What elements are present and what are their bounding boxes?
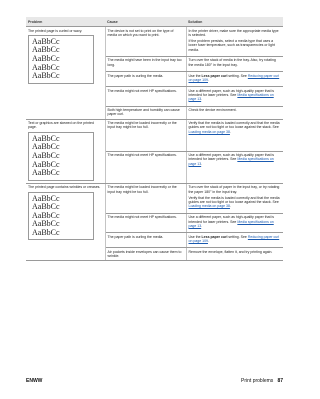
sample-text-line: AaBbCc <box>32 142 60 152</box>
solution-paragraph <box>189 196 282 209</box>
sample-text-line: AaBbCc <box>32 210 60 220</box>
sample-text-line: AaBbCc <box>32 62 60 72</box>
sample-text-line: AaBbCc <box>32 227 60 237</box>
sample-text-line: AaBbCc <box>32 193 60 203</box>
solution-text: Use a different paper, such as high-quality paper that is intended for laser printers. See <box>188 153 275 162</box>
sample-text-line: AaBbCc <box>32 219 60 229</box>
solution-text: Turn over the stack of paper in the input tray, or try rotating the paper 180° in the input tray. <box>188 185 280 194</box>
solution-cell <box>186 233 283 248</box>
solution-cell <box>186 72 283 87</box>
cause-cell: The paper path is curling the media. <box>105 72 186 87</box>
problem-cell <box>26 27 105 120</box>
solution-text: Verify that the media is loaded correctly and that the media guides are not too tight or too loose against the stack. See <box>188 121 280 130</box>
solution-text: If the problem persists, select a media type that uses a lower fuser temperature, such as transparencies or light media. <box>188 39 275 52</box>
solution-cell <box>186 151 283 183</box>
sample-text-line: AaBbCc <box>32 133 60 143</box>
solution-text: setting. See <box>227 234 248 239</box>
cause-cell: Both high temperature and humidity can cause paper curl. <box>105 106 186 119</box>
table-body <box>26 27 283 261</box>
solution-cell <box>186 56 283 71</box>
cause-cell: The media might be loaded incorrectly or the input tray might be too full. <box>105 119 186 151</box>
solution-text: . <box>201 97 203 102</box>
solution-paragraph <box>189 74 282 83</box>
header-problem: Problem <box>26 17 105 27</box>
solution-paragraph <box>189 29 282 38</box>
sample-print-illustration <box>28 192 94 241</box>
solution-cell <box>186 183 283 213</box>
solution-paragraph <box>189 39 282 52</box>
solution-text: . <box>229 129 231 134</box>
solution-text: Verify that the media is loaded correctly and that the media guides are not too tight or too loose against the stack. See <box>188 195 280 205</box>
sample-text-line: AaBbCc <box>32 150 60 160</box>
solution-text: Use a different paper, such as high-quality paper that is intended for laser printers. See <box>188 88 275 97</box>
solution-text: . <box>207 77 209 82</box>
footer-left: ENWW <box>26 378 43 384</box>
solution-text: setting. See <box>227 73 248 78</box>
cross-reference-link[interactable]: Media specifications on page 13 <box>188 157 274 166</box>
cause-cell: The media might be loaded incorrectly or the input tray might be too full. <box>105 183 186 213</box>
table-row <box>26 119 283 151</box>
solution-text: Check the device environment. <box>188 108 237 113</box>
solution-text: . <box>201 223 203 228</box>
cross-reference-link[interactable]: Reducing paper curl on page 109 <box>188 73 280 82</box>
problem-cell <box>26 119 105 183</box>
solution-paragraph <box>189 235 282 244</box>
solution-text: . <box>207 238 209 243</box>
cross-reference-link[interactable]: Reducing paper curl on page 109 <box>188 234 280 243</box>
sample-print-illustration <box>28 132 94 181</box>
solution-cell <box>186 213 283 232</box>
setting-name: Less paper curl <box>201 234 228 239</box>
solution-cell <box>186 248 283 261</box>
solution-text: Turn over the stack of media in the tray. Also, try rotating the media 180° in the input tray. <box>188 58 276 67</box>
solution-paragraph <box>189 250 282 254</box>
problem-cell <box>26 183 105 261</box>
cross-reference-link[interactable]: Media specifications on page 13 <box>188 92 274 102</box>
cause-cell: The media might not meet HP specifications. <box>105 213 186 232</box>
sample-text-line: AaBbCc <box>32 53 60 63</box>
cross-reference-link[interactable]: Loading media on page 38 <box>188 129 230 134</box>
header-solution: Solution <box>186 17 283 27</box>
footer-right <box>241 378 283 384</box>
solution-text: Remove the envelope, flatten it, and try printing again. <box>188 249 273 254</box>
cross-reference-link[interactable]: Loading media on page 38 <box>188 204 230 209</box>
solution-text: Use a different paper, such as high-quality paper that is intended for laser printers. See <box>188 215 275 224</box>
solution-cell <box>186 119 283 151</box>
cause-cell: Air pockets inside envelopes can cause them to wrinkle. <box>105 248 186 261</box>
solution-paragraph <box>189 89 282 102</box>
sample-text-line: AaBbCc <box>32 45 60 55</box>
solution-cell <box>186 87 283 106</box>
solution-cell <box>186 27 283 57</box>
solution-paragraph <box>189 185 282 194</box>
cause-cell: The media might not meet HP specifications. <box>105 87 186 106</box>
cause-cell: The media might not meet HP specifications. <box>105 151 186 183</box>
page-number: 87 <box>277 378 283 384</box>
problem-text: Text or graphics are skewed on the printed page. <box>28 121 94 130</box>
solution-text: . <box>229 204 231 209</box>
problem-text: The printed page contains wrinkles or creases. <box>28 185 101 190</box>
sample-text-line: AaBbCc <box>32 168 60 178</box>
sample-print-illustration <box>28 35 94 84</box>
header-cause: Cause <box>105 17 186 27</box>
table-row <box>26 27 283 57</box>
solution-text: Use the <box>188 234 202 239</box>
solution-paragraph <box>189 58 282 67</box>
footer-section: Print problems <box>241 378 274 384</box>
solution-paragraph <box>189 215 282 228</box>
cause-cell: The device is not set to print on the type of media on which you want to print. <box>105 27 186 57</box>
solution-paragraph <box>189 153 282 166</box>
solution-text: In the printer driver, make sure the appropriate media type is selected. <box>188 28 279 37</box>
setting-name: Less paper curl <box>201 73 228 78</box>
cross-reference-link[interactable]: Media specifications on page 13 <box>188 219 274 228</box>
solution-paragraph <box>189 108 282 112</box>
problem-text: The printed page is curled or wavy. <box>28 28 83 33</box>
sample-text-line: AaBbCc <box>32 202 60 212</box>
troubleshooting-table <box>26 17 283 261</box>
table-row <box>26 183 283 213</box>
solution-cell <box>186 106 283 119</box>
sample-text-line: AaBbCc <box>32 36 60 46</box>
table-header-row <box>26 17 283 27</box>
cause-cell: The media might have been in the input tray too long. <box>105 56 186 71</box>
solution-paragraph <box>189 121 282 134</box>
solution-text: . <box>201 161 203 166</box>
solution-text: Use the <box>188 73 202 78</box>
cause-cell: The paper path is curling the media. <box>105 233 186 248</box>
sample-text-line: AaBbCc <box>32 71 60 81</box>
sample-text-line: AaBbCc <box>32 159 60 169</box>
